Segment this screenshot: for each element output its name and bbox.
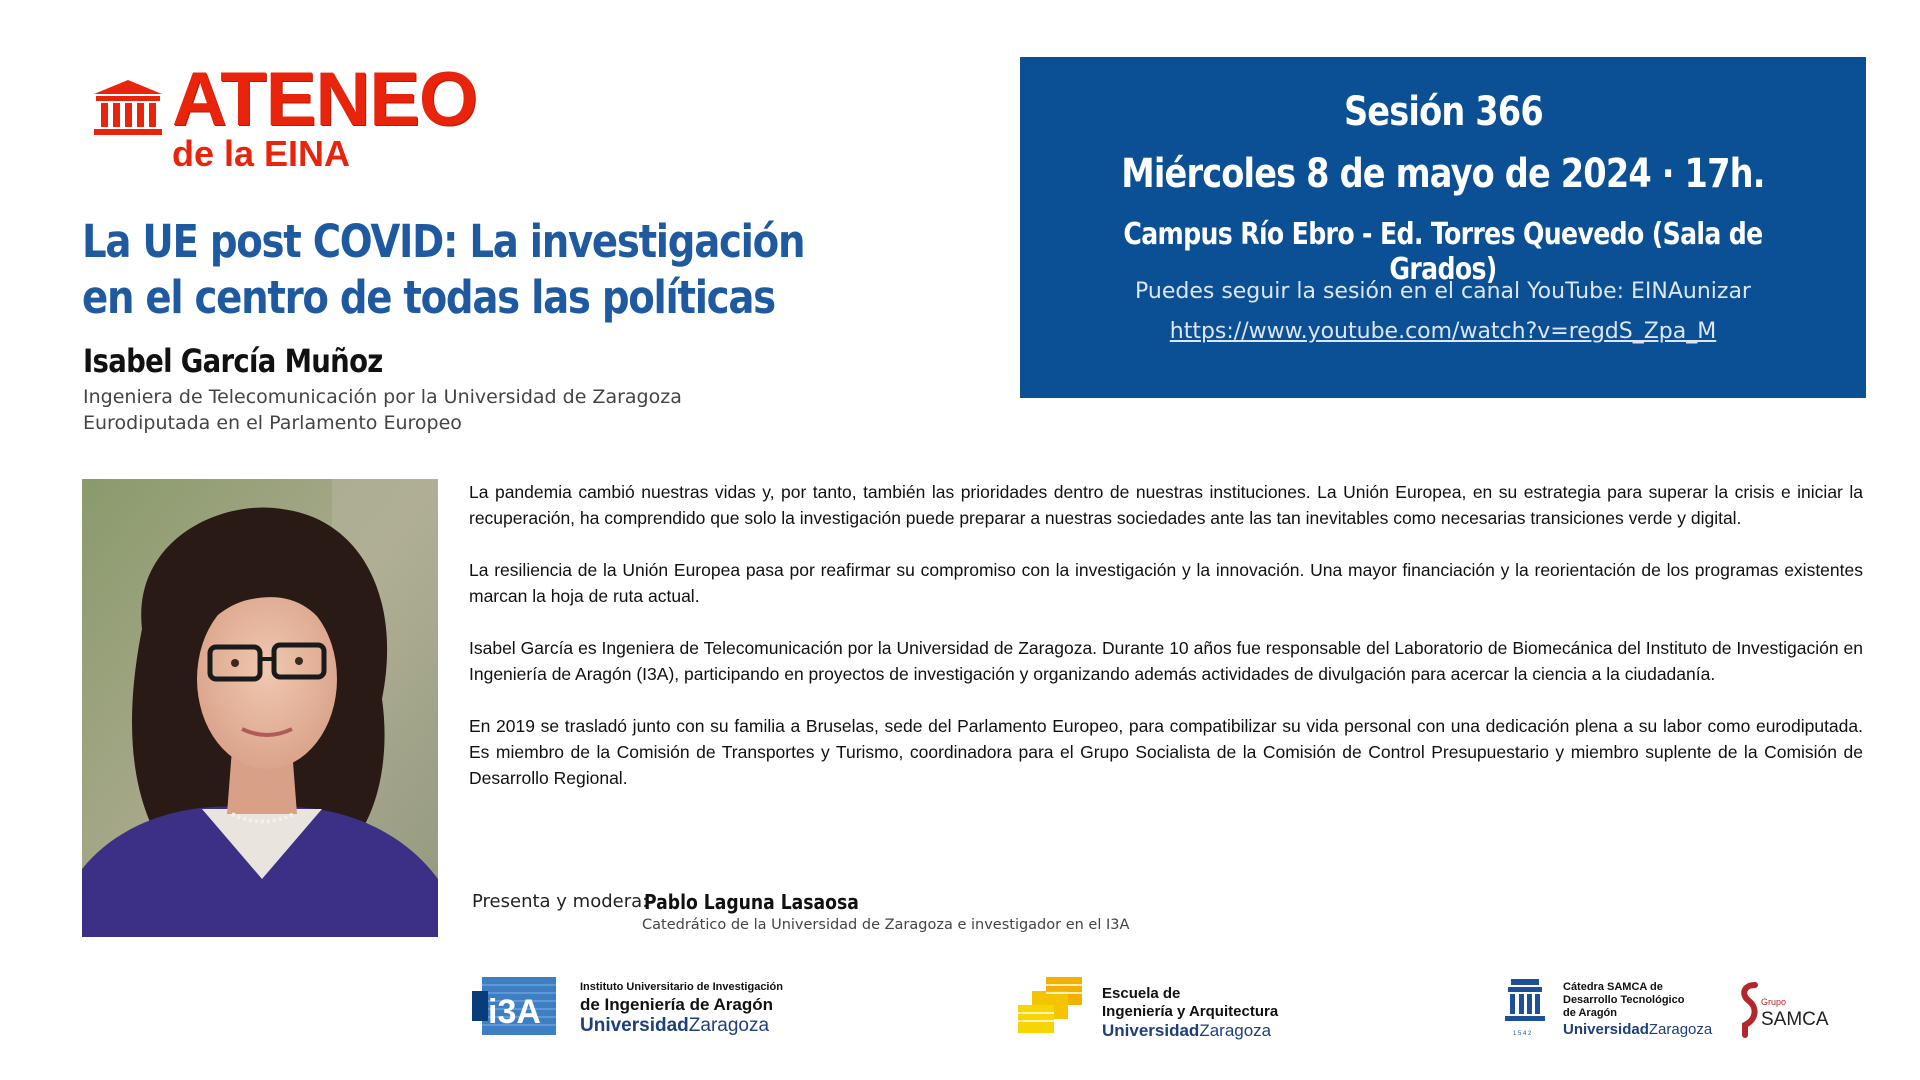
speaker-name: Isabel García Muñoz [83,342,383,380]
i3a-logo [472,975,792,1037]
youtube-link[interactable]: https://www.youtube.com/watch?v=regdS_Zpa_M [1169,319,1717,344]
i3a-line1: Instituto Universitario de Investigación [580,981,783,993]
logo-eina-text: de la EINA [172,133,351,174]
paragraph-2: La resiliencia de la Unión Europea pasa por reafirmar su compromiso con la investigación y la innovación. Una mayor financiación y la reorientación de los programas existentes marcan la hoja de ruta actual. [469,560,1863,606]
logo-ateneo-text: ATENEO [172,57,478,142]
session-place: Campus Río Ebro - Ed. Torres Quevedo (Sala de Grados) [1123,217,1763,287]
session-number: Sesión 366 [1343,89,1543,135]
session-info-box [1020,57,1866,398]
eina-line2: Ingeniería y Arquitectura [1102,1003,1279,1020]
i3a-line2: de Ingeniería de Aragón [580,995,774,1014]
samca-line1: Cátedra SAMCA de [1563,981,1663,993]
samca-line2: Desarrollo Tecnológico [1563,994,1685,1006]
portrait-image [82,479,438,937]
paragraph-3: Isabel García es Ingeniera de Telecomunicación por la Universidad de Zaragoza. Durante 10 años fue responsable del Laboratorio de Biomecánica del Instituto de Investigación en Ingeniería de Aragón (I3A), participando en proyectos de investigación y organizando además actividades de divulgación para acercar la ciencia a la ciudadanía. [469,638,1863,684]
session-date: Miércoles 8 de mayo de 2024 · 17h. [1121,151,1765,197]
speaker-photo [82,479,438,937]
moderator-name: Pablo Laguna Lasaosa [644,890,859,914]
youtube-text: Puedes seguir la sesión en el canal YouTube: EINAunizar [1135,279,1751,304]
speaker-role-2: Eurodiputada en el Parlamento Europeo [83,412,462,434]
i3a-mark-icon [472,977,556,1035]
moderator-role: Catedrático de la Universidad de Zaragoza e investigador en el I3A [642,917,1130,933]
samca-university: UniversidadZaragoza [1563,1021,1713,1038]
eina-logo [1016,975,1296,1039]
paragraph-1: La pandemia cambió nuestras vidas y, por tanto, también las prioridades dentro de nuestras instituciones. La Unión Europea, en su estrategia para superar la crisis e iniciar la recuperación, ha comprendido que solo la investigación puede preparar a nuestras sociedades ante las tan inevitables como necesarias transiciones verde y digital. [469,482,1863,528]
eina-university: UniversidadZaragoza [1102,1021,1272,1040]
samca-logo [1505,975,1865,1039]
speaker-role-1: Ingeniera de Telecomunicación por la Universidad de Zaragoza [83,386,682,408]
ateneo-logo [92,57,492,178]
university-building-icon [1505,979,1545,1031]
samca-grupo: Grupo [1761,997,1787,1007]
eina-line1: Escuela de [1102,985,1181,1002]
eina-mark-icon [1016,975,1088,1039]
description-text [469,479,1863,817]
samca-s-icon [1737,981,1761,1039]
svg-text:i3A: i3A [488,993,541,1031]
moderation-label: Presenta y modera: [472,891,649,912]
temple-icon [92,78,164,138]
i3a-university: UniversidadZaragoza [580,1015,770,1036]
samca-name: SAMCA [1761,1009,1829,1030]
samca-line3: de Aragón [1563,1007,1617,1019]
samca-year: 1 5 4 2 [1513,1031,1532,1037]
paragraph-4: En 2019 se trasladó junto con su familia a Bruselas, sede del Parlamento Europeo, para compatibilizar su vida personal con una dedicación plena a su labor como eurodiputada. Es miembro de la Comisión de Transportes y Turismo, coordinadora para el Grupo Socialista de la Comisión de Control Presupuestario y miembro suplente de la Comisión de Desarrollo Regional. [469,716,1863,788]
talk-title: La UE post COVID: La investigación en el centro de todas las políticas [82,215,805,324]
